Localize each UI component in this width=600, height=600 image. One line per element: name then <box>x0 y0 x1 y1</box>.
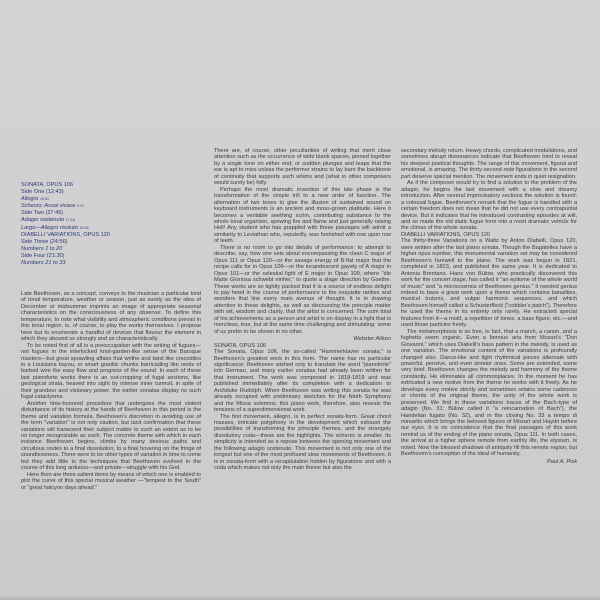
sonata-title: SONATA, OPUS 106 <box>21 182 74 188</box>
col2-paragraph-2: Perhaps the most dramatic invention of this late phase is the transformation of the simple trill to a new order of function. The alternation of two tones to give the illusion of sustained sound on keyboard instruments is an ancient and moss-grown platitude. Here it becomes a veritable seething scrim, contributing substance to the whole tonal organism, spewing fire and flame and just generally raising Hell! Any student who has grappled with these passages will admit a similarity to Leviathan who, reputedly, was furnished with row upon row of teeth. <box>214 186 391 245</box>
col3-paragraph-2: As if the composer would try to find a solution to the problem of the adagio, he begins the last movement with a slow and dreamy introduction. After several improvisatory sections the solution is found: a colossal fugue. Beethoven's remark that the fugue is handled with a certain freedom does not mean that he did not use every contrapuntal device. But it indicates that he introduced contrasting episodes at will, and so made the old static fugue form into a most dramatic vehicle for the climax of the whole sonata. <box>401 180 577 232</box>
track-numbers-2: Numbers 21 to 33 <box>21 260 66 267</box>
track-listing <box>21 182 161 267</box>
page-bottom-edge <box>0 596 600 600</box>
signature-paul-pisk: Paul A. Pisk <box>547 458 577 465</box>
side-one: Side One (12:43) <box>21 189 64 196</box>
col3-paragraph-3: The thirty-three Variations on a Waltz by Anton Diabelli, Opus 120, were written after the last piano sonata. Though the Bagatelles have a higher opus number, this monumental variation set may be considered Beethoven's farewell to the piano. The work was begun in 1821, completed in 1823, and published the same year. It is dedicated to Antonia Brentano. Hans von Bülow, who practically discovered this work for the concert stage, has called it "an epitome of the whole world of music" and "a microcosmos of Beethoven genius." It needed genius indeed to base a great work upon a theme which contains banalities, musical truisms, and vulgar harmonic sequences, and which Beethoven himself called a Schusterfleck ("cobbler's patch"). Therefore he used the theme in its entirety only rarely. He extracted special features from it—a motif, a repetition of tones, a bass figure, etc.—and used those particles freely. <box>401 238 577 329</box>
track-scherzo <box>21 203 161 210</box>
col2-paragraph-3: There is no room to go into details of performance: to attempt to describe, say, how one sets about encompassing the clean C major of Opus 111 or Opus 120—or the savage energy of B-flat major that the recipe calls for in Opus 106—or the incandescent gayety of A major in Opus 101—or the celestial light of E major in Opus 109, where "die Matte Gloriosa schwebt einher," to quote a stage direction by Goethe. These works are so tightly packed that it is a source of endless delight to pay heed in the course of performance to the exquisite rarities and wonders that line every main avenue of thought. It is in drawing attention to these delights, as well as discoursing the principle matter with wit, wisdom and clarity, that the artist is concerned. The sum total of his achievements as a person and artist is on display in a light that is merciless, true, but at the same time challenging and stimulating: some of us prefer to be shown in no other. <box>214 244 391 335</box>
track-allegro-time: 10:51 <box>39 197 49 202</box>
track-adagio <box>21 217 161 224</box>
side-three: Side Three (24:56) <box>21 238 68 245</box>
track-adagio-name: Adagio sostenuto <box>21 217 65 224</box>
side-two: Side Two (27:46) <box>21 210 64 217</box>
col2-paragraph-5: The first movement, allegro, is in perfect sonata-form. Great chord masses, intricate polyphony in the development which exhaust the possibilities of transforming the principle themes, and the strangely dissolutory coda—these are the highlights. The scherzo is smaller. Its simplicity is intended as a repose between the opening movement and the following adagio sostenuto. This movement is not only one of the longest but one of the most profound slow movements of Beethoven. It is in sonata-form with a recapitulation hidden by figurations and with a coda which makes not only the main theme but also the <box>214 413 391 472</box>
track-allegro <box>21 196 161 203</box>
col1-paragraph-4: Here then are three salient items by means of which one is enabled to plot the curve of this special musical weather —"tempest to the South" or "great halcyon days ahead." <box>21 471 201 491</box>
sonata-heading: SONATA, OPUS 106 <box>214 342 267 349</box>
col2-paragraph-1: There are, of course, other peculiarities of writing that merit close attention such as the occurrence of wide blank spaces, pinned together by a single tone on either end; or sudden plunges and leaps that the ear is apt to miss unless the performer strains to lay bare the backbone of continuity that supports such whims and (what in other composers would surely be) folly. <box>214 148 391 187</box>
track-scherzo-name: Scherzo: Assai vivace <box>21 203 76 210</box>
track-largo-name: Largo—Allegro risoluto <box>21 224 78 231</box>
col1-paragraph-2: To be noted first of all is a preoccupation with the writing of fugues—not fugues in the interlocked knot-garden-like sense of the Baroque masters—but great sprawling affairs that writhe and twist like crocodiles in a Louisiana bayou, or smart granitic chunks barricading like nests of barbed wire the easy flow and progress of the sound. In each of these last pianoforte works there is an out-cropping of fugal sections, like geological strata, heaved into sight by intense inner turmoil, in spite of their grandeur and visionary power, the earlier sonatas display no such fugal cataclysms. <box>21 342 201 401</box>
column-1 <box>21 291 201 491</box>
diabelli-heading: DIABELLI VARIATIONS, OPUS 120 <box>401 231 491 238</box>
track-largo <box>21 225 161 232</box>
side-four: Side Four (21:30) <box>21 252 65 259</box>
col3-paragraph-1: secondary melody return. Heavy chords, complicated modulations, and sometimes abrupt dissonances indicate that Beethoven tried to reveal his deepest poetical thoughts. The range of this movement, figural and emotional, is amazing. The thirty-second note figurations in the second part deserve special mention. The movement ends in quiet resignation. <box>401 148 577 180</box>
track-allegro-name: Allegro <box>21 196 39 203</box>
col1-paragraph-1: Late Beethoven, as a concept, conveys to the musician a particular kind of tonal temperature, weather or season, just as surely as the idea of December or midsummer imprints an image of appropriate seasonal characteristics on the consciousness of any observer. To define this temperature, to note what visibility and atmospheric conditions prevail in this tonal region, is, of course, to play the works themselves. I propose here but to enumerate a handful of devices that flavour the element in which they abound so strongly and so characteristically. <box>21 291 201 343</box>
column-2 <box>214 148 391 472</box>
column-3 <box>401 148 577 465</box>
track-numbers-1: Numbers 1 to 20 <box>21 245 63 252</box>
signature-webster-aitken: Webster Aitken <box>353 336 391 343</box>
col2-paragraph-4: The Sonata, Opus 106, the so-called "Hammerklavier sonata," is Beethoven's greatest work in this form. The name has no particular significance; Beethoven wished only to translate the word "pianoforte" into German, and many earlier sonatas had already been written for that instrument. The work was composed in 1818-1819 and was published immediately after its completion with a dedication to Archduke Rudolph. When Beethoven was writing this sonata he was already occupied with preliminary sketches for the Ninth Symphony and the Missa solemnis; this piano work, therefore, also reveals the tensions of a superdimensional work. <box>214 349 391 414</box>
col1-paragraph-3: Another time-honored procedure that undergoes the most violent disturbance of its history at the hands of Beethoven in this period is the theme and variation formula. Beethoven's discretion in avoiding use of the term "variation" is not only caution, but tacit confirmation that these variations will transcend their subject matter to such an extent as to be no longer recognizable as such. The concrete theme with which in each instance Beethoven begins, climbs by many devious paths and circuitous routes to a final dissolution, to a final hovering on the fringe of soundlessness. There were to be other types of variation in time to come but they add little to the techniques that Beethoven evolved in the course of this long arduous—and private—struggle with his God. <box>21 400 201 472</box>
col3-paragraph-4: The metamorphosis is so free, in fact, that a march, a canon, and a fughetta seem organic. Even a famous aria from Mozart's "Don Giovanni," which uses Diabelli's bass pattern in the melody, is used as one variation. The emotional content of the variations is profoundly changed also. Dance-like and light rhythmical pieces alternate with powerful, pensive, and even sinister ones. Some are extended, some very brief. Beethoven changes the melody and harmony of the theme constantly. He eliminates all commonplaces. In the moment he has extricated a new motive from the theme he works with it freely. As he develops every motive strictly and sometimes retains some cadences or chords of the original theme, the unity of the whole work is preserved. We find in these variations traces of the Bach-type of adagio (No. 31; Bülow called it "a reincarnation of Bach"), the Handelian fugato (No. 32), and in the closing No. 33 a tempo di minuetto which brings the beloved figures of Mozart and Haydn before our eyes. It is no coincidence that the final passages of this work remind us of the ending of the piano sonata, Opus 111. In both cases, the arrival at a higher sphere remote from earthly life, the elysium, is noted. Now the blessed shadows of antiquity fill this remote region, but Beethoven's conception of the ideal of humanity. <box>401 328 577 458</box>
track-adagio-time: 17:18 <box>65 218 75 223</box>
diabelli-title: DIABELLI VARIATIONS, OPUS 120 <box>21 231 111 238</box>
track-largo-time: 10:25 <box>79 225 89 230</box>
track-scherzo-time: 2:37 <box>77 204 85 209</box>
